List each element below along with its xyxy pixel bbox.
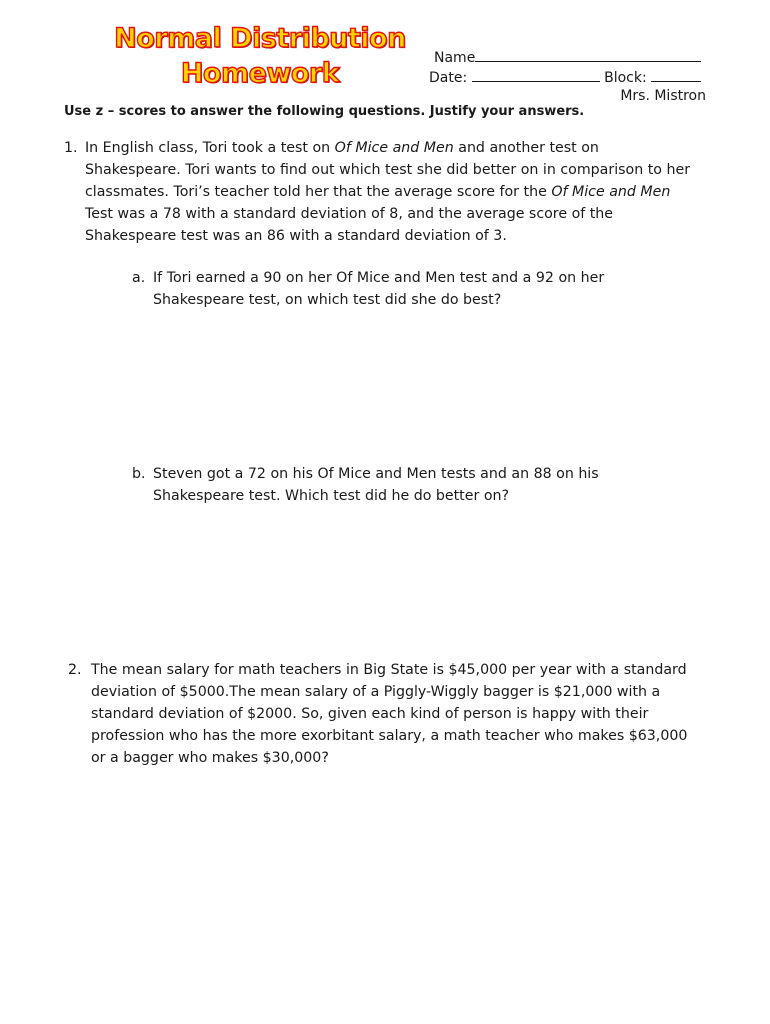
question-line: Test was a 78 with a standard deviation of 8, and the average score of the <box>85 206 614 222</box>
question-line: deviation of $5000.The mean salary of a Piggly-Wiggly bagger is $21,000 with a <box>91 684 661 700</box>
question-text <box>91 659 687 769</box>
block-label: Block: <box>604 70 647 86</box>
question-line: or a bagger who makes $30,000? <box>91 750 329 766</box>
question-line: The mean salary for math teachers in Big State is $45,000 per year with a standard <box>91 662 687 678</box>
date-block-field <box>429 68 701 86</box>
teacher-name: Mrs. Mistron <box>620 88 706 104</box>
question-line: Shakespeare test, on which test did she do best? <box>153 292 502 308</box>
book-title: Of Mice and Men <box>551 184 671 200</box>
worksheet-title-line-2: Homework <box>180 58 340 89</box>
sub-question-label: b. <box>132 466 146 482</box>
name-blank <box>475 48 701 62</box>
question-line: standard deviation of $2000. So, given each kind of person is happy with their <box>91 706 649 722</box>
question-number: 2. <box>68 662 82 678</box>
block-blank <box>651 68 701 82</box>
text-segment: In English class, Tori took a test on <box>85 140 335 156</box>
question-line: Shakespeare test. Which test did he do better on? <box>153 488 510 504</box>
name-label: Name <box>434 50 476 66</box>
date-label: Date: <box>429 70 468 86</box>
question-line: Shakespeare test was an 86 with a standard deviation of 3. <box>85 228 507 244</box>
question-text <box>153 267 604 311</box>
question-line: Shakespeare. Tori wants to find out which test she did better on in comparison to her <box>85 162 691 178</box>
question-line: profession who has the more exorbitant salary, a math teacher who makes $63,000 <box>91 728 688 744</box>
worksheet-title-line-1: Normal Distribution <box>114 23 406 54</box>
text-segment: and another test on <box>453 140 599 156</box>
question-text <box>153 463 599 507</box>
instructions: Use z – scores to answer the following questions. Justify your answers. <box>64 104 585 119</box>
sub-question-label: a. <box>132 270 146 286</box>
question-number: 1. <box>64 140 78 156</box>
book-title: Of Mice and Men <box>334 140 454 156</box>
question-line <box>85 137 690 159</box>
question-line: Steven got a 72 on his Of Mice and Men tests and an 88 on his <box>153 466 599 482</box>
question-line: If Tori earned a 90 on her Of Mice and Men test and a 92 on her <box>153 270 605 286</box>
question-line <box>85 181 690 203</box>
name-field <box>434 48 701 66</box>
date-blank <box>472 68 600 82</box>
text-segment: classmates. Tori’s teacher told her that the average score for the <box>85 184 552 200</box>
question-text <box>85 137 690 247</box>
